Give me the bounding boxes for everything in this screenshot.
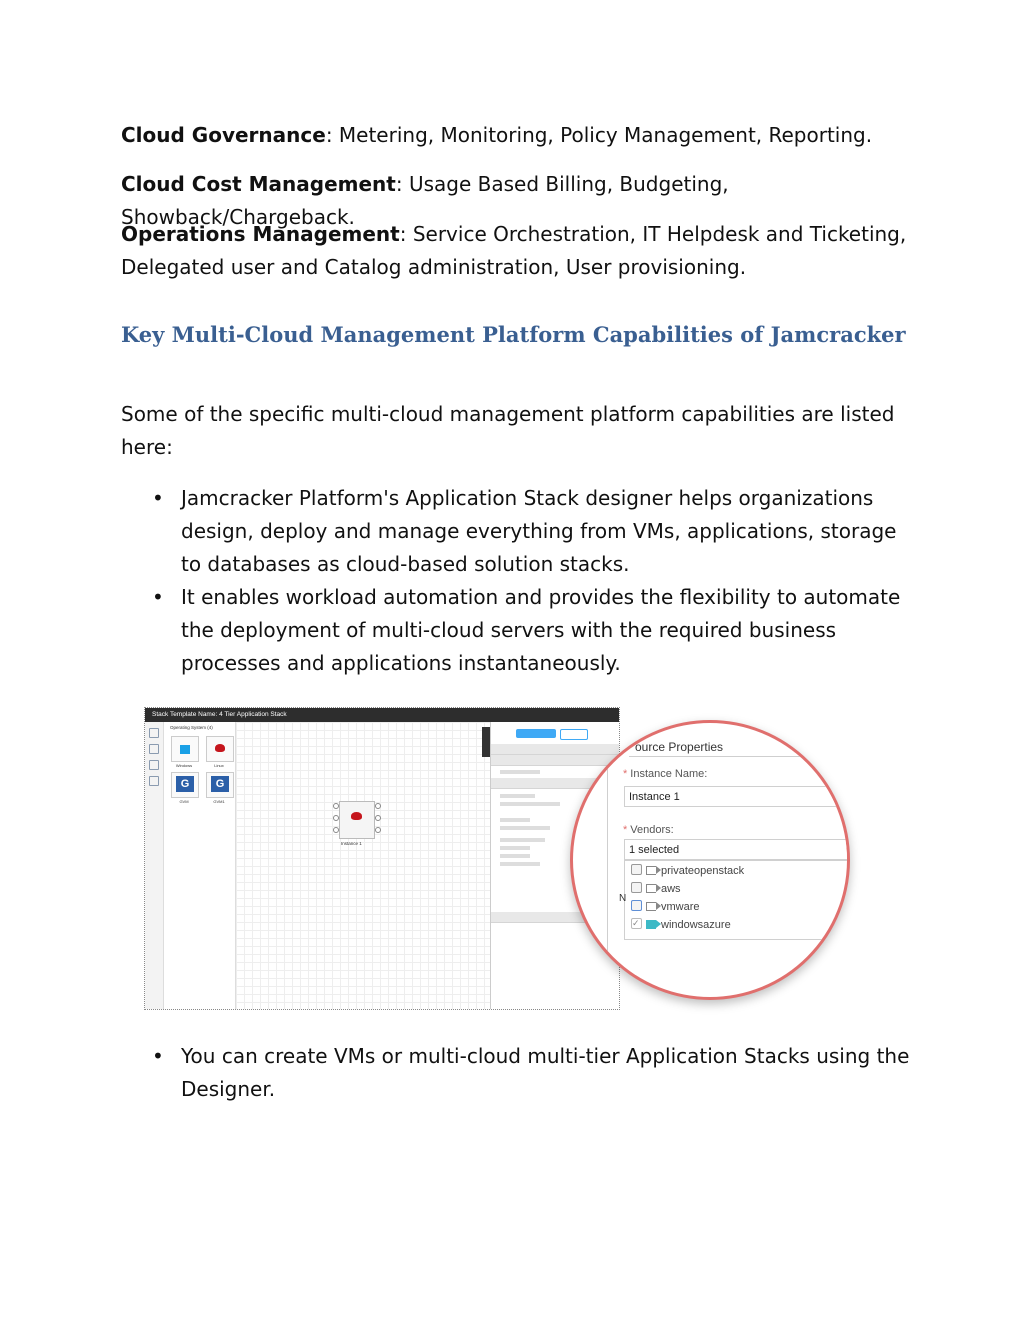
google-g-icon: G [176,776,194,792]
property-line [500,818,530,822]
vendors-label [623,824,674,836]
connector-port[interactable] [333,815,339,821]
vendor-name: privateopenstack [661,865,745,877]
vendor-name: windowsazure [661,919,731,931]
palette-item-label: Linux [214,763,224,768]
zoom-callout [570,720,850,1000]
vendor-item-vmware[interactable] [631,900,700,914]
windows-icon [180,745,190,754]
connector-port[interactable] [375,803,381,809]
vendor-item-windowsazure[interactable] [631,918,731,932]
truncated-label: N [619,893,627,904]
palette-item-gvm1[interactable] [206,772,236,804]
property-line [500,802,560,806]
vendors-select[interactable]: 1 selected [624,839,850,860]
checkbox[interactable] [631,882,642,893]
palette-item-label: GVM [179,799,189,804]
tag-icon [646,866,656,875]
stack-designer-screenshot [144,707,850,1010]
panel-divider [607,723,608,997]
required-marker: * [623,768,628,780]
palette-item-linux[interactable] [206,736,236,768]
tag-icon [646,884,656,893]
google-g-icon: G [211,776,229,792]
tool-sidebar [145,722,164,1009]
bullet-list-top [121,482,911,680]
list-item: • It enables workload automation and provides the flexibility to automate the deployment of multi-cloud servers with the required business processes and applications instantaneously. [121,581,911,680]
term-description: : Usage Based Billing, Budgeting, Showback/Chargeback. [121,172,729,229]
intro-paragraph: Some of the specific multi-cloud management platform capabilities are listed here: [121,402,895,459]
checkbox[interactable] [631,864,642,875]
bullet-list-bottom [121,1040,911,1106]
palette-item-gvm[interactable] [171,772,201,804]
redhat-icon [215,744,225,752]
collapse-tab[interactable] [482,727,490,757]
redhat-icon [351,812,362,820]
component-palette [164,722,236,1009]
divider [629,756,849,757]
tag-icon [646,902,656,911]
list-item: • You can create VMs or multi-cloud multi-tier Application Stacks using the Designer. [121,1040,911,1106]
palette-item-label: GVM1 [213,799,225,804]
property-line [500,846,530,850]
list-item: • Jamcracker Platform's Application Stack designer helps organizations design, deploy and manage everything from VMs, applications, storage to databases as cloud-based solution stacks. [121,482,911,581]
vendor-name: aws [661,883,681,895]
term: Cloud Cost Management [121,172,396,196]
stack-template-title-bar: Stack Template Name: 4 Tier Application Stack [145,708,619,722]
connector-port[interactable] [333,827,339,833]
monitor-icon[interactable] [149,728,159,738]
instance-name-label [623,768,707,780]
property-line [500,826,550,830]
required-marker: * [623,824,628,836]
property-line [500,794,535,798]
property-line [500,838,545,842]
checkbox-checked[interactable] [631,918,642,929]
resource-list-item[interactable] [500,770,540,774]
design-canvas[interactable] [236,722,490,1009]
database-icon[interactable] [149,760,159,770]
connector-port[interactable] [375,827,381,833]
vendor-item-aws[interactable] [631,882,681,896]
palette-header: Operating System (4) [170,725,213,730]
save-template-button[interactable] [516,729,556,738]
network-icon[interactable] [149,744,159,754]
tag-icon [646,920,656,929]
connector-port[interactable] [333,803,339,809]
paragraph-operations-management [121,218,911,284]
term-description: : Metering, Monitoring, Policy Management, Reporting. [325,123,873,147]
section-heading: Key Multi-Cloud Management Platform Capabilities of Jamcracker [121,322,906,347]
term: Cloud Governance [121,123,326,147]
palette-item-label: Windows [175,763,193,768]
instance-node[interactable] [339,801,375,839]
instance-name-input[interactable]: Instance 1 [624,786,850,807]
storage-icon[interactable] [149,776,159,786]
term: Operations Management [121,222,400,246]
stack-designer-window [144,707,620,1010]
property-line [500,862,540,866]
vendors-label-text: Vendors: [630,824,674,836]
connector-port[interactable] [375,815,381,821]
vendors-list [624,860,850,940]
property-line [500,854,530,858]
paragraph-cloud-governance [121,119,911,152]
term-description: : Service Orchestration, IT Helpdesk and Ticketing, Delegated user and Catalog administration, User provisioning. [121,222,907,279]
resource-properties-title: ource Properties [635,740,724,754]
vendor-name: vmware [661,901,700,913]
instance-node-label: Instance 1 [341,841,362,846]
checkbox[interactable] [631,900,642,911]
palette-item-windows[interactable] [171,736,201,768]
vendor-item-privateopenstack[interactable] [631,864,744,878]
instance-name-label-text: Instance Name: [630,768,708,780]
